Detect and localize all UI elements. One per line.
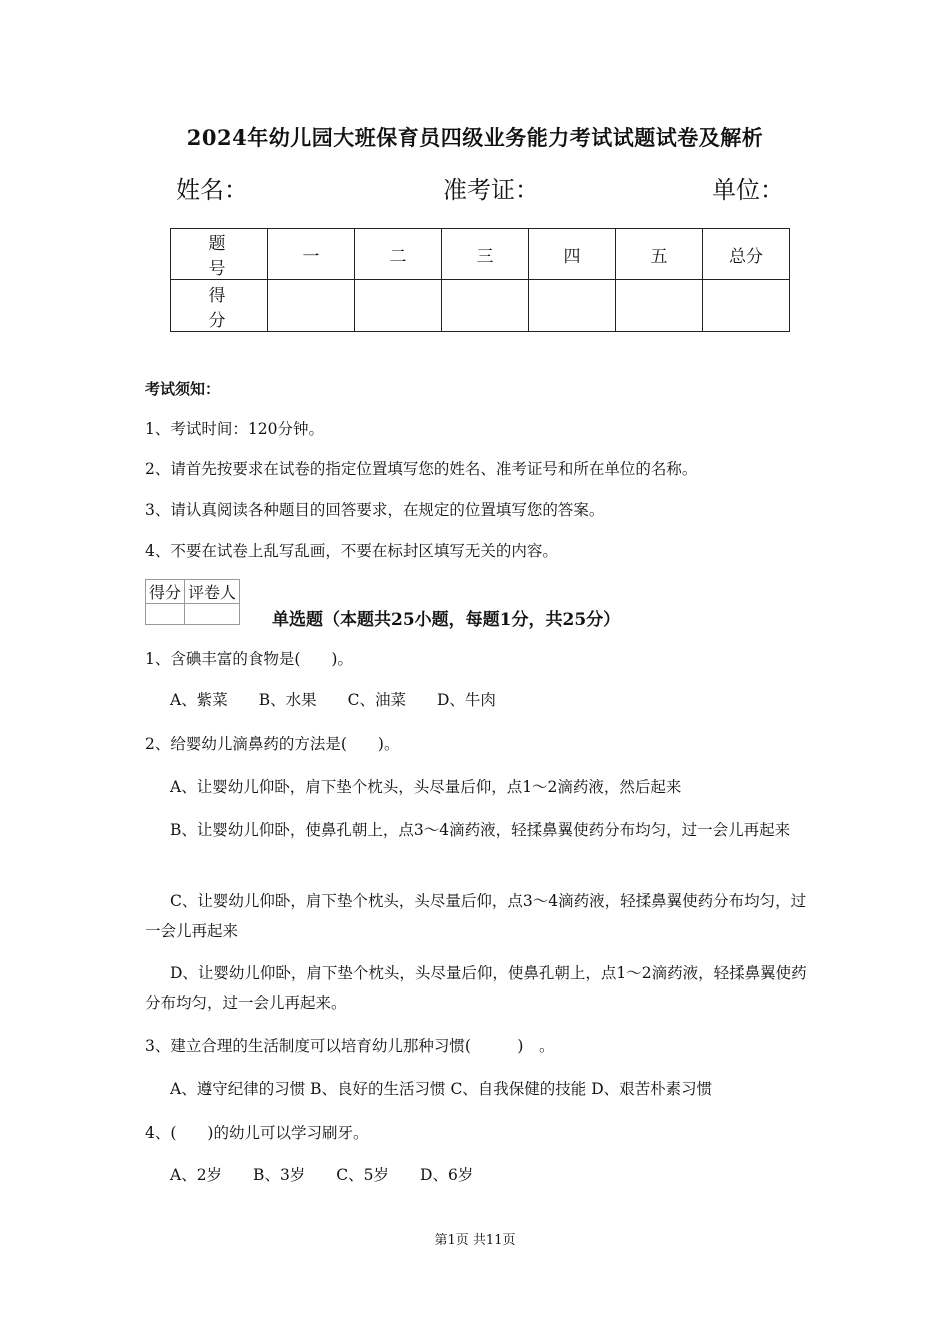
score-cell[interactable] [442,280,529,332]
question-option-c: C、让婴幼儿仰卧，肩下垫个枕头，头尽量后仰，点3～4滴药液，轻揉鼻翼使药分布均匀，过一会儿再起来 [145,892,807,940]
notice-item: 4、不要在试卷上乱写乱画，不要在标封区填写无关的内容。 [145,542,558,560]
score-table-header-cell: 五 [616,229,703,280]
page-title: 2024年幼儿园大班保育员四级业务能力考试试题试卷及解析 [186,125,764,150]
name-field-label: 姓名： [176,176,248,204]
score-table [170,228,790,332]
score-table-header-cell: 二 [355,229,442,280]
score-table-header-cell: 四 [529,229,616,280]
question-stem: 4、( )的幼儿可以学习刷牙。 [145,1124,369,1142]
score-cell[interactable] [268,280,355,332]
score-table-header-label: 题 号 [171,229,268,280]
score-cell[interactable] [529,280,616,332]
score-table-header-cell: 总分 [703,229,790,280]
exam-number-field-label: 准考证： [443,176,539,204]
score-table-score-row [171,280,790,332]
page-footer: 第1页 共11页 [434,1233,516,1248]
grader-reviewer-label: 评卷人 [185,580,240,604]
question-stem: 3、建立合理的生活制度可以培育幼儿那种习惯( ) 。 [145,1037,555,1055]
notice-item: 2、请首先按要求在试卷的指定位置填写您的姓名、准考证号和所在单位的名称。 [145,460,698,478]
question-options: A、遵守纪律的习惯 B、良好的生活习惯 C、自我保健的技能 D、艰苦朴素习惯 [170,1080,713,1098]
score-cell[interactable] [355,280,442,332]
score-table-header-row [171,229,790,280]
score-cell[interactable] [616,280,703,332]
question-option-d: D、让婴幼儿仰卧，肩下垫个枕头，头尽量后仰，使鼻孔朝上，点1～2滴药液，轻揉鼻翼使药分布均匀，过一会儿再起来。 [145,964,807,1012]
grader-score-cell[interactable] [146,604,185,625]
notice-item: 1、考试时间：120分钟。 [145,420,324,438]
question-option-b: B、让婴幼儿仰卧，使鼻孔朝上，点3～4滴药液，轻揉鼻翼使药分布均匀，过一会儿再起来 [170,821,791,839]
question-options: A、紫菜 B、水果 C、油菜 D、牛肉 [170,691,496,709]
grader-score-label: 得分 [146,580,185,604]
section-title: 单选题（本题共25小题，每题1分，共25分） [272,610,621,630]
question-options: A、2岁 B、3岁 C、5岁 D、6岁 [170,1166,474,1184]
question-stem: 1、含碘丰富的食物是( )。 [145,650,353,668]
notice-item: 3、请认真阅读各种题目的回答要求，在规定的位置填写您的答案。 [145,501,605,519]
question-option-a: A、让婴幼儿仰卧，肩下垫个枕头，头尽量后仰，点1～2滴药液，然后起来 [170,778,682,796]
question-stem: 2、给婴幼儿滴鼻药的方法是( )。 [145,735,400,753]
unit-field-label: 单位： [712,176,784,204]
grader-reviewer-cell[interactable] [185,604,240,625]
score-cell[interactable] [703,280,790,332]
score-table-header-cell: 一 [268,229,355,280]
score-table-header-cell: 三 [442,229,529,280]
notice-title: 考试须知： [145,380,221,398]
score-table-score-label: 得 分 [171,280,268,332]
grader-box [145,579,240,625]
